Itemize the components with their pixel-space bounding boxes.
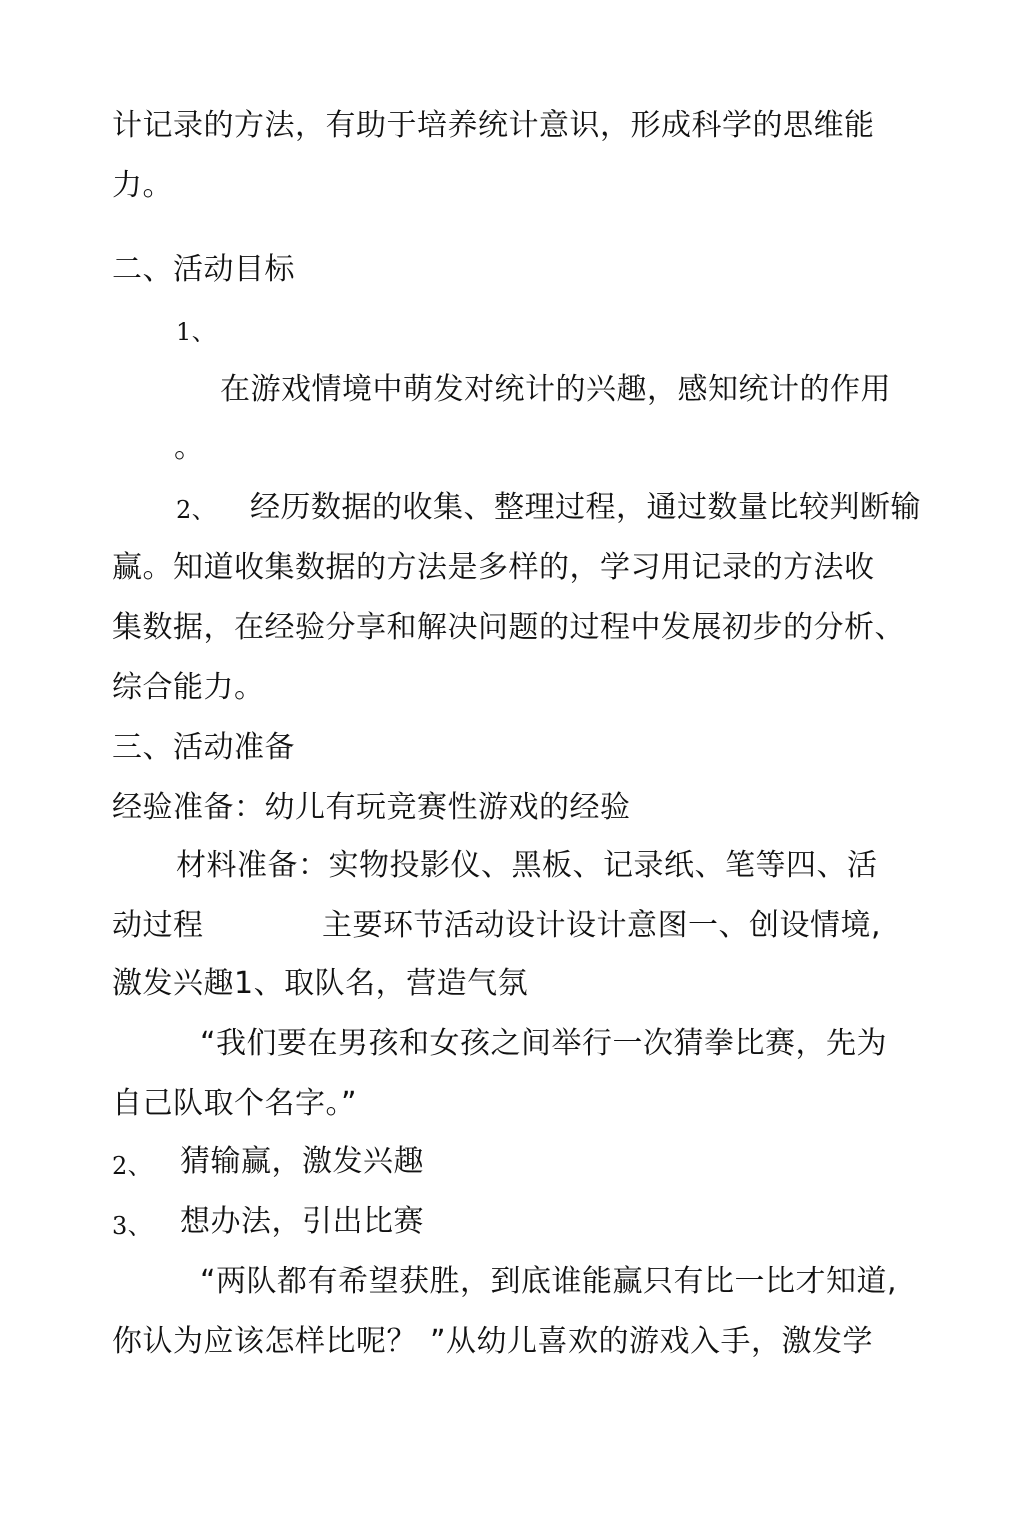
text-line: 动过程 xyxy=(112,908,204,943)
text-line: ”从幼儿喜欢的游戏入手，激发学 xyxy=(430,1324,874,1359)
text-line: 猜输赢，激发兴趣 xyxy=(180,1144,424,1179)
text-line: 经验准备：幼儿有玩竞赛性游戏的经验 xyxy=(112,790,631,825)
text-line: “两队都有希望获胜，到底谁能赢只有比一比才知道, xyxy=(200,1264,898,1299)
text-line: 你认为应该怎样比呢？ xyxy=(112,1324,417,1359)
text-line: 。 xyxy=(174,430,205,465)
text-line: “我们要在男孩和女孩之间举行一次猜拳比赛，先为 xyxy=(200,1026,888,1061)
text-line: 力。 xyxy=(112,168,173,203)
list-number: 3、 xyxy=(112,1212,153,1240)
list-number: 2、 xyxy=(176,496,217,524)
text-line: 赢。知道收集数据的方法是多样的，学习用记录的方法收 xyxy=(112,550,875,585)
section-heading: 二、活动目标 xyxy=(112,252,295,287)
section-heading: 三、活动准备 xyxy=(112,730,295,765)
text-line: 自己队取个名字。” xyxy=(112,1086,358,1121)
text-line: 经历数据的收集、整理过程，通过数量比较判断输 xyxy=(250,490,921,525)
text-line: 材料准备：实物投影仪、黑板、记录纸、笔等四、活 xyxy=(176,848,878,883)
text-line: 想办法，引出比赛 xyxy=(180,1204,424,1239)
list-number: 2、 xyxy=(112,1152,153,1180)
text-line: 集数据，在经验分享和解决问题的过程中发展初步的分析、 xyxy=(112,610,905,645)
text-line: 综合能力。 xyxy=(112,670,265,705)
text-line: 在游戏情境中萌发对统计的兴趣，感知统计的作用 xyxy=(220,372,891,407)
text-line: 主要环节活动设计设计意图一、创设情境, xyxy=(322,908,882,943)
text-line: 激发兴趣1、取队名，营造气氛 xyxy=(112,966,529,1001)
list-number: 1、 xyxy=(176,318,217,346)
text-line: 计记录的方法，有助于培养统计意识，形成科学的思维能 xyxy=(112,108,875,143)
